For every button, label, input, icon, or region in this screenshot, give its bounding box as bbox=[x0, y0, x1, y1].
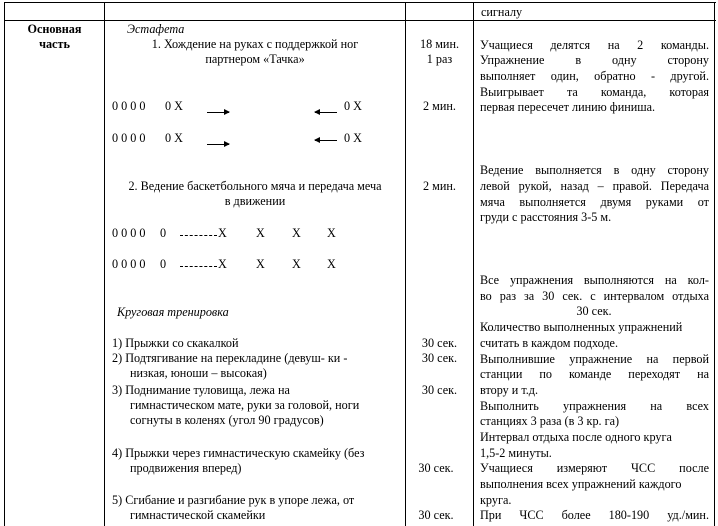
table-border-left bbox=[4, 2, 5, 526]
circuit-item-5-time: 30 сек. bbox=[418, 508, 454, 522]
cone-1: X bbox=[218, 257, 227, 271]
note-2-line4: груди с расстояния 3-5 м. bbox=[480, 210, 612, 224]
circuit-item-3-line1: 3) Поднимание туловища, лежа на bbox=[112, 383, 290, 397]
circuit-item-3-time: 30 сек. bbox=[421, 383, 458, 397]
circuit-item-2-line2: низкая, юноши – высокая) bbox=[130, 366, 267, 380]
dashed-path bbox=[180, 235, 217, 236]
dribble-row-1-leader: 0 bbox=[160, 226, 167, 240]
note-8-line1: Учащиеся измеряют ЧСС после bbox=[480, 461, 709, 475]
dribble-row-2-leader: 0 bbox=[160, 257, 167, 271]
note-8-line2: выполнения всех упражнений каждого bbox=[480, 477, 682, 491]
team-row-1-target: 0 X bbox=[344, 99, 362, 113]
cone-4: X bbox=[327, 226, 336, 240]
relay-time: 2 мин. bbox=[423, 99, 456, 113]
arrow-left-icon bbox=[315, 140, 337, 141]
note-1-line4: Выигрывает та команда, которая bbox=[480, 85, 709, 99]
note-4-line2: считать в каждом подходе. bbox=[480, 336, 618, 350]
dribble-row-1: 0 0 0 0 bbox=[112, 226, 146, 240]
dashed-path bbox=[180, 266, 217, 267]
note-3-line2: во раз за 30 сек. с интервалом отдыха bbox=[480, 289, 709, 303]
exercise-2-time: 2 мин. bbox=[423, 179, 456, 193]
exercise-2-line2: в движении bbox=[224, 194, 286, 208]
table-border-top bbox=[4, 2, 716, 3]
exercise-1-time: 18 мин. bbox=[419, 37, 460, 51]
arrow-left-icon bbox=[315, 112, 337, 113]
dribble-row-2: 0 0 0 0 bbox=[112, 257, 146, 271]
circuit-item-5-line1: 5) Сгибание и разгибание рук в упоре лежа, от bbox=[112, 493, 355, 507]
note-9-line1: При ЧСС более 180-190 уд./мин. bbox=[480, 508, 709, 522]
circuit-item-4-time: 30 сек. bbox=[418, 461, 454, 475]
circuit-item-2-time: 30 сек. bbox=[421, 351, 458, 365]
note-1-line2: Упражнение в одну сторону bbox=[480, 53, 709, 67]
team-row-1: 0 0 0 0 bbox=[112, 99, 146, 113]
circuit-title: Круговая тренировка bbox=[117, 305, 229, 319]
row-divider bbox=[4, 20, 716, 21]
team-row-2: 0 0 0 0 bbox=[112, 131, 146, 145]
exercise-1-line1: 1. Хождение на руках с поддержкой ног bbox=[151, 37, 359, 51]
cone-3: X bbox=[292, 257, 301, 271]
team-row-2-target: 0 X bbox=[344, 131, 362, 145]
note-3-line3: 30 сек. bbox=[576, 304, 612, 318]
note-6-line1: Выполнить упражнения на всех bbox=[480, 399, 709, 413]
note-1-line5: первая пересечет линию финиша. bbox=[480, 100, 656, 114]
note-3-line1: Все упражнения выполняются на кол- bbox=[480, 273, 709, 287]
cone-1: X bbox=[218, 226, 227, 240]
arrow-right-icon bbox=[207, 144, 229, 145]
circuit-item-4-line2: продвижения вперед) bbox=[130, 461, 242, 475]
note-6-line2: станциях 3 раза (в 3 кр. га) bbox=[480, 414, 620, 428]
top-row-note: сигналу bbox=[481, 5, 523, 19]
note-4-line1: Количество выполненных упражнений bbox=[480, 320, 683, 334]
team-row-2-leader: 0 X bbox=[165, 131, 183, 145]
cone-2: X bbox=[256, 257, 265, 271]
circuit-item-1: 1) Прыжки со скакалкой bbox=[112, 336, 239, 350]
circuit-item-5-line2: гимнастической скамейки bbox=[130, 508, 266, 522]
exercise-2-line1: 2. Ведение баскетбольного мяча и передача меча bbox=[128, 179, 382, 193]
cone-2: X bbox=[256, 226, 265, 240]
section-label-line1: Основная bbox=[27, 22, 82, 36]
note-5-line1: Выполнившие упражнение на первой bbox=[480, 352, 709, 366]
note-8-line3: круга. bbox=[480, 493, 512, 507]
cone-3: X bbox=[292, 226, 301, 240]
arrow-right-icon bbox=[207, 112, 229, 113]
relay-title: Эстафета bbox=[127, 22, 185, 36]
column-divider-3 bbox=[473, 2, 474, 526]
circuit-item-3-line3: согнуты в коленях (угол 90 градусов) bbox=[130, 413, 324, 427]
team-row-1-leader: 0 X bbox=[165, 99, 183, 113]
circuit-item-1-time: 30 сек. bbox=[421, 336, 458, 350]
table-border-right bbox=[714, 2, 715, 526]
note-2-line2: левой рукой, назад – правой. Передача bbox=[480, 179, 709, 193]
note-5-line3: втору и т.д. bbox=[480, 383, 539, 397]
note-2-line1: Ведение выполняется в одну сторону bbox=[480, 163, 709, 177]
note-1-line3: выполняет один, обратно - другой. bbox=[480, 69, 709, 83]
cone-4: X bbox=[327, 257, 336, 271]
circuit-item-3-line2: гимнастическом мате, руки за головой, ноги bbox=[130, 398, 360, 412]
note-5-line2: станции по команде переходят на bbox=[480, 367, 709, 381]
note-2-line3: мяча выполняется двумя руками от bbox=[480, 195, 709, 209]
circuit-item-4-line1: 4) Прыжки через гимнастическую скамейку (без bbox=[112, 446, 365, 460]
column-divider-1 bbox=[104, 2, 105, 526]
circuit-item-2-line1: 2) Подтягивание на перекладине (девуш- ки - bbox=[112, 351, 348, 365]
section-label-line2: часть bbox=[39, 37, 70, 51]
note-7-line2: 1,5-2 минуты. bbox=[480, 446, 552, 460]
exercise-1-reps: 1 раз bbox=[426, 52, 453, 66]
note-1-line1: Учащиеся делятся на 2 команды. bbox=[480, 38, 709, 52]
exercise-1-line2: партнером «Тачка» bbox=[205, 52, 305, 66]
note-7-line1: Интервал отдыха после одного круга bbox=[480, 430, 672, 444]
column-divider-2 bbox=[405, 2, 406, 526]
